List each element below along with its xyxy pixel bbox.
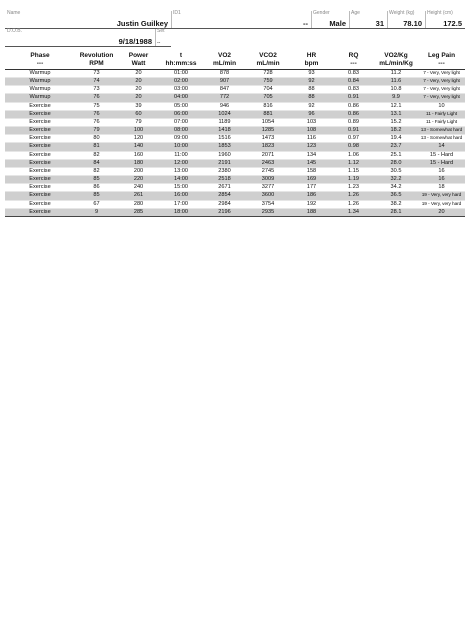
height-label: Height (cm) (427, 10, 453, 16)
table-cell: 1.15 (333, 167, 374, 175)
table-cell: 84 (75, 159, 118, 167)
table-cell: 816 (246, 102, 290, 110)
gender-label: Gender (313, 10, 330, 16)
table-cell: 192 (290, 200, 333, 208)
table-cell: 38.2 (374, 200, 418, 208)
name-value: Justin Guilkey (116, 19, 168, 28)
id1-label: ID1 (173, 10, 181, 16)
table-cell: 10 (418, 102, 465, 110)
gender-value: Male (329, 19, 346, 28)
table-cell: 285 (118, 208, 159, 216)
column-header: VCO2 (259, 52, 277, 59)
set-cell (155, 29, 171, 46)
table-cell: 220 (118, 176, 159, 184)
table-cell: Exercise (5, 127, 75, 135)
table-cell: 280 (118, 200, 159, 208)
table-cell: 16 (418, 176, 465, 184)
table-cell: 847 (203, 86, 246, 94)
table-header-row-2 (5, 60, 465, 70)
table-cell: 39 (118, 102, 159, 110)
table-cell: 728 (246, 70, 290, 78)
column-unit: --- (5, 60, 75, 70)
table-cell: 80 (75, 135, 118, 143)
table-row (5, 176, 465, 184)
table-cell: 2071 (246, 151, 290, 159)
table-cell: 08:00 (159, 127, 203, 135)
table-row (5, 200, 465, 208)
table-cell: 79 (118, 118, 159, 126)
table-cell: 16:00 (159, 192, 203, 200)
dob-cell (5, 29, 156, 46)
name-cell (5, 11, 172, 28)
table-cell: 10.8 (374, 86, 418, 94)
table-cell: 11 - Fairly Light (418, 110, 465, 118)
table-row (5, 192, 465, 200)
table-cell: 772 (203, 94, 246, 102)
table-cell: 160 (118, 151, 159, 159)
table-cell: Exercise (5, 184, 75, 192)
table-cell: 1473 (246, 135, 290, 143)
table-cell: 12:00 (159, 159, 203, 167)
patient-info-row-1 (5, 11, 465, 29)
table-cell: 04:00 (159, 94, 203, 102)
table-cell: 3600 (246, 192, 290, 200)
table-cell: 74 (75, 78, 118, 86)
table-cell: 28.1 (374, 208, 418, 216)
table-cell: Warmup (5, 70, 75, 78)
column-unit: bpm (290, 60, 333, 70)
table-cell: 705 (246, 94, 290, 102)
table-cell: 2196 (203, 208, 246, 216)
height-value: 172.5 (443, 19, 462, 28)
table-cell: 0.86 (333, 110, 374, 118)
table-cell: Exercise (5, 143, 75, 151)
table-cell: 88 (290, 94, 333, 102)
column-header: Power (128, 52, 149, 59)
table-cell: 186 (290, 192, 333, 200)
table-cell: Exercise (5, 167, 75, 175)
table-cell: 704 (246, 86, 290, 94)
patient-info-row-2 (5, 29, 171, 47)
table-cell: Exercise (5, 118, 75, 126)
table-cell: Warmup (5, 78, 75, 86)
column-unit: hh:mm:ss (159, 60, 203, 70)
id1-value: -- (303, 19, 308, 28)
table-cell: 108 (290, 127, 333, 135)
table-cell: 1.12 (333, 159, 374, 167)
table-cell: 19 - Very, very hard (418, 192, 465, 200)
table-cell: Exercise (5, 200, 75, 208)
table-cell: 20 (118, 70, 159, 78)
table-cell: 1.23 (333, 184, 374, 192)
table-cell: 20 (118, 94, 159, 102)
table-cell: 1.26 (333, 192, 374, 200)
table-row (5, 143, 465, 151)
table-cell: Exercise (5, 208, 75, 216)
table-cell: 759 (246, 78, 290, 86)
table-cell: 79 (75, 127, 118, 135)
table-cell: 180 (118, 159, 159, 167)
table-cell: 100 (118, 127, 159, 135)
table-cell: 0.91 (333, 94, 374, 102)
table-cell: 9.9 (374, 94, 418, 102)
table-cell: 0.86 (333, 102, 374, 110)
table-cell: 20 (118, 86, 159, 94)
table-cell: 92 (290, 102, 333, 110)
table-cell: 7 - Very, Very light (418, 70, 465, 78)
table-cell: 1.06 (333, 151, 374, 159)
table-cell: 169 (290, 176, 333, 184)
table-cell: 82 (75, 151, 118, 159)
age-cell (349, 11, 388, 28)
table-cell: 15 - Hard (418, 159, 465, 167)
table-cell: 15:00 (159, 184, 203, 192)
table-cell: 11 - Fairly Light (418, 118, 465, 126)
table-row (5, 135, 465, 143)
table-cell: 2518 (203, 176, 246, 184)
set-value: -- (157, 40, 161, 46)
table-cell: 28.0 (374, 159, 418, 167)
table-row (5, 110, 465, 118)
table-cell: 86 (75, 184, 118, 192)
table-cell: 3754 (246, 200, 290, 208)
table-cell: 19.4 (374, 135, 418, 143)
table-cell: 946 (203, 102, 246, 110)
table-cell: 06:00 (159, 110, 203, 118)
table-row (5, 86, 465, 94)
table-cell: 25.1 (374, 151, 418, 159)
table-cell: 92 (290, 78, 333, 86)
table-cell: 18 (418, 184, 465, 192)
table-cell: 2984 (203, 200, 246, 208)
table-cell: 1189 (203, 118, 246, 126)
table-cell: 1853 (203, 143, 246, 151)
table-cell: 0.97 (333, 135, 374, 143)
table-cell: 85 (75, 176, 118, 184)
table-cell: 1.34 (333, 208, 374, 216)
table-cell: 81 (75, 143, 118, 151)
column-header: Phase (30, 52, 50, 59)
table-row (5, 70, 465, 78)
table-cell: 30.5 (374, 167, 418, 175)
table-cell: 177 (290, 184, 333, 192)
table-cell: 0.84 (333, 78, 374, 86)
table-cell: 76 (75, 94, 118, 102)
table-cell: 16 (418, 167, 465, 175)
table-cell: 93 (290, 70, 333, 78)
table-cell: 120 (118, 135, 159, 143)
table-cell: 15.2 (374, 118, 418, 126)
table-cell: 261 (118, 192, 159, 200)
table-header-row-1 (5, 52, 465, 60)
name-label: Name (7, 10, 21, 16)
table-cell: 18.2 (374, 127, 418, 135)
table-cell: Exercise (5, 159, 75, 167)
table-cell: 116 (290, 135, 333, 143)
column-unit: mL/min/Kg (374, 60, 418, 70)
table-cell: 14 (418, 143, 465, 151)
table-cell: Exercise (5, 110, 75, 118)
table-cell: 3277 (246, 184, 290, 192)
column-unit: --- (333, 60, 374, 70)
table-row (5, 167, 465, 175)
table-cell: 88 (290, 86, 333, 94)
age-value: 31 (375, 19, 384, 28)
table-cell: 09:00 (159, 135, 203, 143)
height-cell (425, 11, 465, 28)
table-cell: 18:00 (159, 208, 203, 216)
table-cell: Exercise (5, 176, 75, 184)
table-cell: 1285 (246, 127, 290, 135)
age-label: Age (351, 10, 360, 16)
table-cell: 34.2 (374, 184, 418, 192)
table-cell: 1823 (246, 143, 290, 151)
column-header: Revolution (79, 52, 114, 59)
table-cell: 2191 (203, 159, 246, 167)
table-cell: 3009 (246, 176, 290, 184)
table-cell: 1516 (203, 135, 246, 143)
column-unit: Watt (118, 60, 159, 70)
table-cell: 1.19 (333, 176, 374, 184)
gender-cell (311, 11, 350, 28)
table-cell: 1.26 (333, 200, 374, 208)
table-cell: 01:00 (159, 70, 203, 78)
column-unit: --- (418, 60, 465, 70)
table-cell: 02:00 (159, 78, 203, 86)
table-cell: 20 (118, 78, 159, 86)
table-cell: 200 (118, 167, 159, 175)
table-cell: 75 (75, 102, 118, 110)
table-cell: 76 (75, 110, 118, 118)
table-cell: 0.89 (333, 118, 374, 126)
table-cell: 82 (75, 167, 118, 175)
table-cell: 140 (118, 143, 159, 151)
column-unit: mL/min (203, 60, 246, 70)
table-cell: 60 (118, 110, 159, 118)
table-cell: 17:00 (159, 200, 203, 208)
table-row (5, 184, 465, 192)
table-row (5, 159, 465, 167)
table-cell: 13 - Somewhat hard (418, 135, 465, 143)
test-results-table (5, 52, 465, 217)
table-row (5, 94, 465, 102)
table-cell: 907 (203, 78, 246, 86)
table-row (5, 127, 465, 135)
table-cell: 76 (75, 118, 118, 126)
table-cell: 03:00 (159, 86, 203, 94)
table-cell: Exercise (5, 102, 75, 110)
table-cell: 1418 (203, 127, 246, 135)
weight-cell (387, 11, 426, 28)
table-row (5, 208, 465, 216)
table-cell: 12.1 (374, 102, 418, 110)
table-cell: 7 - Very, Very light (418, 86, 465, 94)
table-cell: 05:00 (159, 102, 203, 110)
column-header: VO2 (217, 52, 231, 59)
table-cell: 73 (75, 70, 118, 78)
table-cell: Warmup (5, 86, 75, 94)
table-row (5, 151, 465, 159)
set-label: Set (157, 28, 165, 34)
table-cell: 85 (75, 192, 118, 200)
table-cell: Exercise (5, 151, 75, 159)
table-cell: 123 (290, 143, 333, 151)
column-header: t (179, 52, 183, 59)
table-cell: 14:00 (159, 176, 203, 184)
table-cell: 7 - Very, Very light (418, 78, 465, 86)
table-cell: Warmup (5, 94, 75, 102)
table-cell: 23.7 (374, 143, 418, 151)
table-cell: 11.6 (374, 78, 418, 86)
column-header: VO2/Kg (384, 52, 408, 59)
table-cell: 32.2 (374, 176, 418, 184)
table-cell: 10:00 (159, 143, 203, 151)
table-cell: 158 (290, 167, 333, 175)
table-cell: Exercise (5, 135, 75, 143)
table-row (5, 118, 465, 126)
table-cell: 240 (118, 184, 159, 192)
table-cell: 36.5 (374, 192, 418, 200)
column-unit: RPM (75, 60, 118, 70)
table-cell: 145 (290, 159, 333, 167)
table-cell: 13.1 (374, 110, 418, 118)
table-cell: 19 - Very, very hard (418, 200, 465, 208)
table-cell: 2745 (246, 167, 290, 175)
dob-value: 9/18/1988 (118, 37, 152, 46)
table-cell: Exercise (5, 192, 75, 200)
table-cell: 13 - Somewhat hard (418, 127, 465, 135)
table-cell: 96 (290, 110, 333, 118)
table-cell: 11.2 (374, 70, 418, 78)
weight-label: Weight (kg) (389, 10, 415, 16)
id1-cell (171, 11, 312, 28)
table-cell: 1024 (203, 110, 246, 118)
table-cell: 134 (290, 151, 333, 159)
table-cell: 2935 (246, 208, 290, 216)
table-cell: 1054 (246, 118, 290, 126)
table-body (5, 70, 465, 217)
table-cell: 07:00 (159, 118, 203, 126)
table-cell: 0.98 (333, 143, 374, 151)
column-header: HR (306, 52, 317, 59)
table-cell: 2671 (203, 184, 246, 192)
table-cell: 20 (418, 208, 465, 216)
table-cell: 0.83 (333, 70, 374, 78)
column-header: RQ (348, 52, 359, 59)
table-row (5, 78, 465, 86)
column-unit: mL/min (246, 60, 290, 70)
table-cell: 0.91 (333, 127, 374, 135)
table-cell: 2854 (203, 192, 246, 200)
column-header: Leg Pain (427, 52, 456, 59)
table-cell: 13:00 (159, 167, 203, 175)
table-cell: 0.83 (333, 86, 374, 94)
table-row (5, 102, 465, 110)
table-cell: 2463 (246, 159, 290, 167)
table-cell: 67 (75, 200, 118, 208)
weight-value: 78.10 (403, 19, 422, 28)
table-cell: 73 (75, 86, 118, 94)
table-cell: 1960 (203, 151, 246, 159)
table-cell: 878 (203, 70, 246, 78)
table-cell: 881 (246, 110, 290, 118)
table-cell: 2380 (203, 167, 246, 175)
table-cell: 9 (75, 208, 118, 216)
dob-label: D.O.B. (7, 28, 23, 34)
table-cell: 103 (290, 118, 333, 126)
table-cell: 7 - Very, Very light (418, 94, 465, 102)
table-cell: 188 (290, 208, 333, 216)
table-cell: 15 - Hard (418, 151, 465, 159)
table-cell: 11:00 (159, 151, 203, 159)
